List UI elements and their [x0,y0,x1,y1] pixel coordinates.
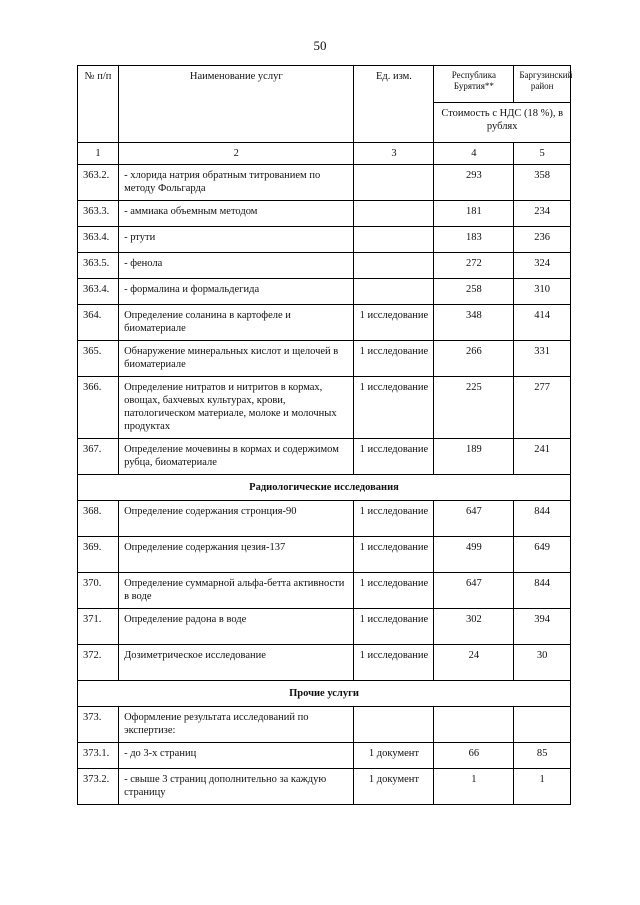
table-row [78,341,571,377]
table-row [78,227,571,253]
service-name: Оформление результата исследований по экспертизе: [119,707,354,743]
header-row [78,66,571,103]
table-row [78,743,571,769]
price-barguzin: 649 [514,537,571,573]
price-buryatia: 189 [434,439,514,475]
header-name: Наименование услуг [119,66,354,143]
row-number: 364. [78,305,119,341]
price-barguzin: 85 [514,743,571,769]
table-row [78,707,571,743]
section-row [78,475,571,501]
price-buryatia: 293 [434,165,514,201]
row-number: 373.1. [78,743,119,769]
service-name: - фенола [119,253,354,279]
row-number: 371. [78,609,119,645]
unit-cell [354,707,434,743]
price-buryatia: 183 [434,227,514,253]
price-barguzin: 1 [514,769,571,805]
service-name: - ртути [119,227,354,253]
price-buryatia: 302 [434,609,514,645]
price-buryatia: 266 [434,341,514,377]
row-number: 363.4. [78,227,119,253]
header-num: № п/п [78,66,119,143]
price-barguzin: 30 [514,645,571,681]
price-buryatia: 647 [434,501,514,537]
index-row [78,143,571,165]
unit-cell: 1 документ [354,743,434,769]
table-row [78,769,571,805]
service-name: - формалина и формальдегида [119,279,354,305]
table-row [78,165,571,201]
header-unit: Ед. изм. [354,66,434,143]
service-name: - аммиака объемным методом [119,201,354,227]
price-barguzin: 414 [514,305,571,341]
unit-cell: 1 исследование [354,341,434,377]
price-buryatia: 272 [434,253,514,279]
price-buryatia: 348 [434,305,514,341]
table-row [78,305,571,341]
header-region-barguzin: Баргузинский район [514,66,571,103]
unit-cell [354,227,434,253]
page-number: 50 [313,38,327,53]
table-row [78,253,571,279]
unit-cell: 1 исследование [354,305,434,341]
price-barguzin: 394 [514,609,571,645]
row-number: 363.2. [78,165,119,201]
row-number: 363.5. [78,253,119,279]
row-number: 369. [78,537,119,573]
unit-cell: 1 исследование [354,645,434,681]
price-barguzin: 236 [514,227,571,253]
price-buryatia: 225 [434,377,514,439]
table-row [78,201,571,227]
service-name: Определение содержания стронция-90 [119,501,354,537]
price-buryatia [434,707,514,743]
price-buryatia: 66 [434,743,514,769]
column-index: 4 [434,143,514,165]
unit-cell: 1 исследование [354,609,434,645]
table-row [78,501,571,537]
table-row [78,573,571,609]
service-name: Определение радона в воде [119,609,354,645]
unit-cell: 1 исследование [354,501,434,537]
header-price-note: Стоимость с НДС (18 %), в рублях [434,103,571,143]
unit-cell: 1 исследование [354,439,434,475]
price-barguzin [514,707,571,743]
section-title-other: Прочие услуги [78,681,571,707]
unit-cell: 1 документ [354,769,434,805]
unit-cell: 1 исследование [354,537,434,573]
table-row [78,645,571,681]
header-region-buryatia: Республика Бурятия** [434,66,514,103]
price-buryatia: 181 [434,201,514,227]
unit-cell: 1 исследование [354,377,434,439]
unit-cell [354,253,434,279]
service-name: Определение содержания цезия-137 [119,537,354,573]
row-number: 372. [78,645,119,681]
row-number: 373.2. [78,769,119,805]
price-barguzin: 277 [514,377,571,439]
price-buryatia: 1 [434,769,514,805]
column-index: 5 [514,143,571,165]
table-row [78,377,571,439]
row-number: 370. [78,573,119,609]
service-name: Определение мочевины в кормах и содержимом рубца, биоматериале [119,439,354,475]
price-barguzin: 310 [514,279,571,305]
service-name: Определение нитратов и нитритов в кормах, овощах, бахчевых культурах, крови, патологическом материале, молоке и молочных продуктах [119,377,354,439]
row-number: 366. [78,377,119,439]
price-barguzin: 234 [514,201,571,227]
column-index: 2 [119,143,354,165]
unit-cell: 1 исследование [354,573,434,609]
unit-cell [354,201,434,227]
price-barguzin: 324 [514,253,571,279]
price-barguzin: 844 [514,573,571,609]
row-number: 363.3. [78,201,119,227]
price-barguzin: 844 [514,501,571,537]
column-index: 3 [354,143,434,165]
unit-cell [354,279,434,305]
price-barguzin: 331 [514,341,571,377]
row-number: 365. [78,341,119,377]
column-index: 1 [78,143,119,165]
unit-cell [354,165,434,201]
service-name: - свыше 3 страниц дополнительно за каждую страницу [119,769,354,805]
price-buryatia: 647 [434,573,514,609]
price-buryatia: 24 [434,645,514,681]
section-row [78,681,571,707]
service-name: - до 3-х страниц [119,743,354,769]
table-row [78,279,571,305]
row-number: 368. [78,501,119,537]
service-name: Определение соланина в картофеле и биоматериале [119,305,354,341]
price-buryatia: 499 [434,537,514,573]
section-title-radiology: Радиологические исследования [78,475,571,501]
table-row [78,609,571,645]
row-number: 373. [78,707,119,743]
price-buryatia: 258 [434,279,514,305]
price-table [77,65,571,805]
price-barguzin: 241 [514,439,571,475]
row-number: 363.4. [78,279,119,305]
row-number: 367. [78,439,119,475]
table-row [78,537,571,573]
service-name: - хлорида натрия обратным титрованием по методу Фольгарда [119,165,354,201]
service-name: Определение суммарной альфа-бетта активности в воде [119,573,354,609]
service-name: Дозиметрическое исследование [119,645,354,681]
table-row [78,439,571,475]
price-barguzin: 358 [514,165,571,201]
service-name: Обнаружение минеральных кислот и щелочей в биоматериале [119,341,354,377]
